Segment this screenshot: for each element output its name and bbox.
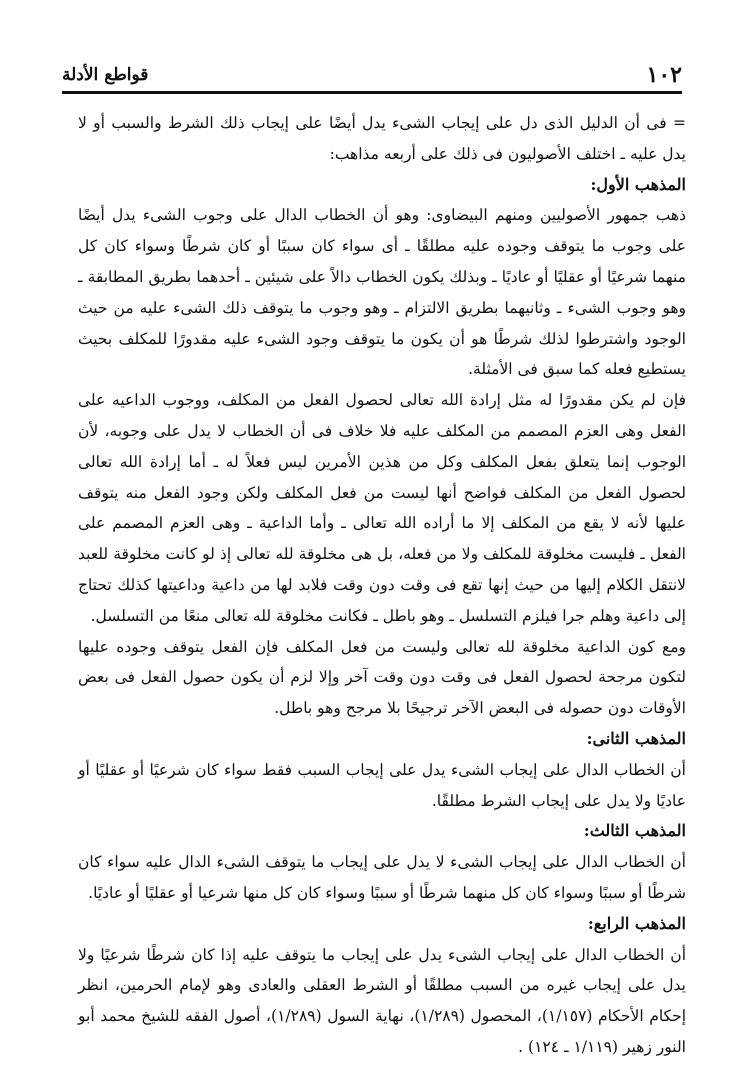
- heading-third-school: المذهب الثالث:: [583, 821, 686, 841]
- paragraph-intro: = فى أن الدليل الذى دل على إيجاب الشىء يدل أيضًا على إيجاب ذلك الشرط والسبب أو لا يدل عليه ـ اختلف الأصوليون فى ذلك على أربعه مذاهب:: [78, 114, 686, 163]
- heading-first-school: المذهب الأول:: [590, 174, 686, 194]
- paragraph-fourth-school: أن الخطاب الدال على إيجاب الشىء يدل على إيجاب ما يتوقف عليه إذا كان شرطًا شرعيًا ولا يدل على إيجاب غيره من السبب مطلقًا أو الشرط العقلى والعادى وهو لإمام الحرمين، انظر إحكام الأحكام (١/١٥٧)، المحصول (١/٢٨٩)، نهاية السول (١/٢٨٩)، أصول الفقه للشيخ محمد أبو النور زهير (١/١١٩ ـ ١٢٤) .: [78, 945, 686, 1056]
- paragraph-second-school: أن الخطاب الدال على إيجاب الشىء يدل على إيجاب السبب فقط سواء كان شرعيًا أو عقليًا أو عاديًا ولا يدل على إيجاب الشرط مطلقًا.: [78, 760, 686, 810]
- paragraph-third-school: أن الخطاب الدال على إيجاب الشىء لا يدل على إيجاب ما يتوقف الشىء الدال عليه سواء كان شرطًا أو سببًا وسواء كان كل منهما شرطًا أو سببًا وسواء كان كل منها شرعيا أو عقليًا أو عاديًا.: [78, 853, 686, 902]
- heading-fourth-school: المذهب الرابع:: [587, 913, 686, 933]
- body-text: [78, 108, 686, 1063]
- page-number: ١٠٢: [646, 62, 682, 88]
- paragraph-first-school: ذهب جمهور الأصوليين ومنهم البيضاوى: وهو أن الخطاب الدال على وجوب الشىء يدل أيضًا على وجوب ما يتوقف وجوده عليه مطلقًا ـ أى سواء كان سببًا أو كان شرطًا وسواء كان كل منهما شرعيًا أو عقليًا أو عاديًا ـ وبذلك يكون الخطاب دالاً على شيئين ـ أحدهما بطريق المطابقة ـ وهو وجوب الشىء ـ وثانيهما بطريق الالتزام ـ وهو وجوب ما يتوقف ذلك الشىء عليه من حيث الوجود واشترطوا لذلك شرطًا هو أن يكون ما يتوقف وجود الشىء عليه مقدورًا للمكلف بحيث يستطيع فعله كما سبق فى الأمثلة.: [78, 206, 686, 379]
- running-header: [62, 60, 682, 94]
- paragraph-divine-will: فإن لم يكن مقدورًا له مثل إرادة الله تعالى لحصول الفعل من المكلف، ووجوب الداعيه على الفعل وهى العزم المصمم من المكلف عليه فلا خلاف فى أن الخطاب لا يدل على وجوبه، لأن الوجوب إنما يتعلق بفعل المكلف وكل من هذين الأمرين ليس فعلاً له ـ أما إرادة الله تعالى لحصول الفعل من المكلف فواضح أنها ليست من فعل المكلف ولكن وجود الفعل منه يتوقف عليها لأنه لا يقع من المكلف إلا ما أراده الله تعالى ـ وأما الداعية ـ وهى العزم المصمم على الفعل ـ فليست مخلوقة للمكلف ولا من فعله، بل هى مخلوقة لله تعالى إذ لو كانت مخلوقة للعبد لانتقل الكلام إليها من حيث إنها تقع فى وقت دون وقت فلابد لها من داعية وداعيتها كذلك تحتاج إلى داعية وهلم جرا فيلزم التسلسل ـ وهو باطل ـ فكانت مخلوقة لله تعالى منعًا من التسلسل.: [78, 391, 686, 625]
- heading-second-school: المذهب الثانى:: [586, 728, 686, 748]
- paragraph-motive: ومع كون الداعية مخلوقة لله تعالى وليست من فعل المكلف فإن الفعل يتوقف وجوده عليها لتكون مرجحة لحصول الفعل فى وقت دون وقت آخر وإلا لزم أن يكون حصول الفعل فى بعض الأوقات دون حصوله فى البعض الآخر ترجيحًا بلا مرجح وهو باطل.: [78, 637, 686, 718]
- book-title: قواطع الأدلة: [62, 65, 149, 85]
- header-rule: [62, 91, 682, 94]
